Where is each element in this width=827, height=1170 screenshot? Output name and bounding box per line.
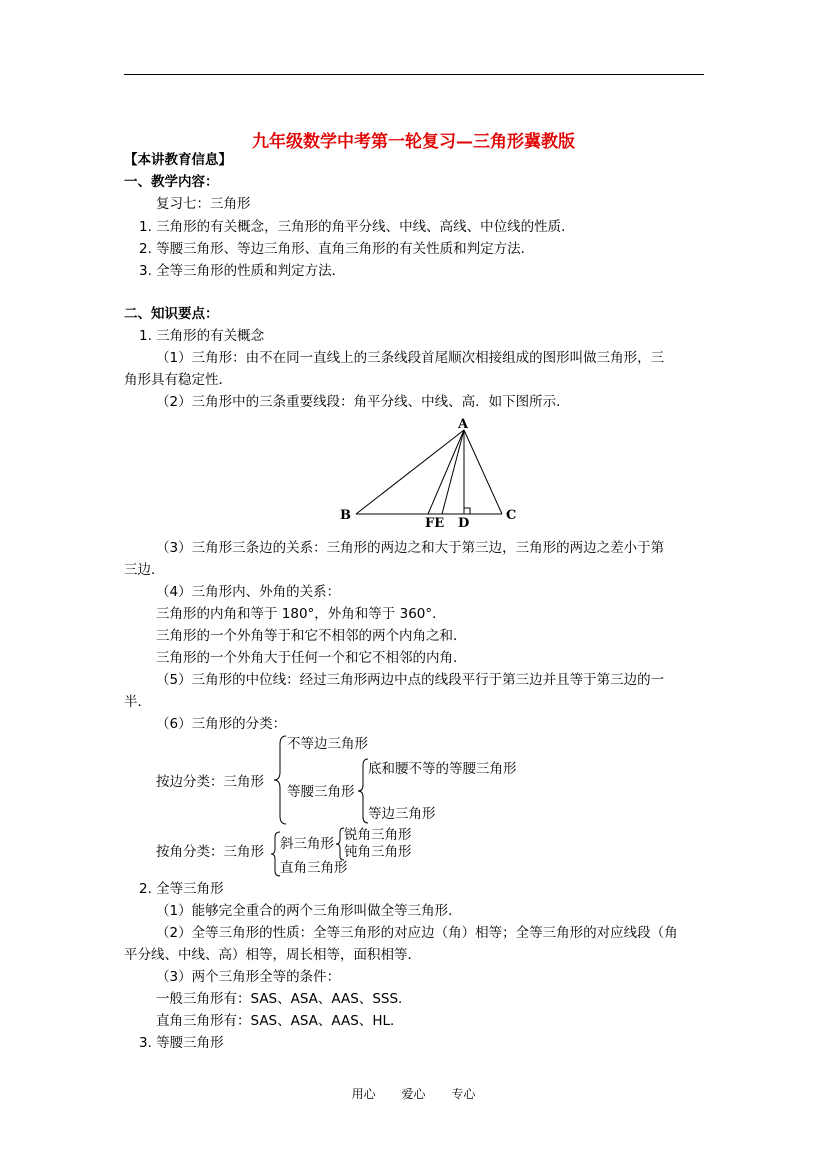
- list-item: 3. 全等三角形的性质和判定方法．: [139, 263, 346, 279]
- paragraph: 平分线、中线、高）相等，周长相等，面积相等．: [124, 947, 421, 963]
- paragraph: （2）全等三角形的性质：全等三角形的对应边（角）相等；全等三角形的对应线段（角: [156, 925, 678, 941]
- iso-non-equilateral-label: 底和腰不等的等腰三角形: [368, 761, 517, 777]
- list-item: 2. 等腰三角形、等边三角形、直角三角形的有关性质和判定方法．: [139, 241, 535, 257]
- point-1-title: 1. 三角形的有关概念: [139, 328, 265, 344]
- equilateral-label: 等边三角形: [368, 806, 436, 822]
- paragraph: 三角形的内角和等于 180°，外角和等于 360°．: [156, 606, 446, 622]
- page-title: 九年级数学中考第一轮复习—三角形冀教版: [252, 132, 575, 152]
- bisector-ae: [442, 430, 464, 514]
- paragraph: （2）三角形中的三条重要线段：角平分线、中线、高．如下图所示．: [156, 394, 570, 410]
- side-ac: [464, 430, 502, 514]
- point-3-title: 3. 等腰三角形: [139, 1035, 224, 1051]
- paragraph: 角形具有稳定性．: [124, 372, 232, 388]
- median-af: [428, 430, 464, 514]
- section-1-heading: 一、教学内容：: [124, 174, 219, 190]
- oblique-label: 斜三角形: [280, 836, 334, 852]
- paragraph: 三角形的一个外角大于任何一个和它不相邻的内角．: [156, 650, 467, 666]
- paragraph: 三边．: [124, 562, 165, 578]
- acute-label: 锐角三角形: [344, 827, 412, 843]
- classify-by-side-label: 按边分类：三角形: [156, 774, 264, 790]
- paragraph: 半．: [124, 694, 151, 710]
- obtuse-label: 钝角三角形: [344, 844, 412, 860]
- paragraph: （6）三角形的分类：: [156, 716, 287, 732]
- label-a: A: [458, 417, 469, 432]
- label-fe: FE: [425, 516, 445, 531]
- paragraph: （1）三角形：由不在同一直线上的三条线段首尾顺次相接组成的图形叫做三角形，三: [156, 350, 665, 366]
- paragraph: （5）三角形的中位线：经过三角形两边中点的线段平行于第三边并且等于第三边的一: [156, 672, 665, 688]
- info-heading: 【本讲教育信息】: [124, 152, 232, 168]
- label-b: B: [340, 508, 351, 523]
- paragraph: （1）能够完全重合的两个三角形叫做全等三角形．: [156, 903, 462, 919]
- page-footer: [0, 1085, 827, 1102]
- footer-word: 用心: [351, 1087, 376, 1101]
- right-angle-mark: [464, 508, 470, 514]
- right-label: 直角三角形: [280, 860, 348, 876]
- label-c: C: [506, 508, 517, 523]
- label-d: D: [458, 516, 470, 531]
- footer-word: 爱心: [401, 1087, 426, 1101]
- paragraph: （4）三角形内、外角的关系：: [156, 584, 341, 600]
- isosceles-label: 等腰三角形: [287, 784, 355, 800]
- header-rule: [124, 74, 704, 75]
- scalene-label: 不等边三角形: [287, 736, 368, 752]
- section-1-sub: 复习七：三角形: [156, 196, 251, 212]
- side-ab: [356, 430, 464, 514]
- footer-word: 专心: [451, 1087, 476, 1101]
- triangle-figure: [330, 412, 530, 532]
- paragraph: 三角形的一个外角等于和它不相邻的两个内角之和．: [156, 628, 467, 644]
- section-2-heading: 二、知识要点：: [124, 306, 219, 322]
- list-item: 1. 三角形的有关概念，三角形的角平分线、中线、高线、中位线的性质．: [139, 219, 575, 235]
- paragraph: 直角三角形有：SAS、ASA、AAS、HL．: [156, 1013, 404, 1029]
- paragraph: （3）三角形三条边的关系：三角形的两边之和大于第三边，三角形的两边之差小于第: [156, 540, 665, 556]
- point-2-title: 2. 全等三角形: [139, 881, 224, 897]
- classify-by-angle-label: 按角分类：三角形: [156, 844, 264, 860]
- paragraph: 一般三角形有：SAS、ASA、AAS、SSS．: [156, 991, 412, 1007]
- paragraph: （3）两个三角形全等的条件：: [156, 969, 341, 985]
